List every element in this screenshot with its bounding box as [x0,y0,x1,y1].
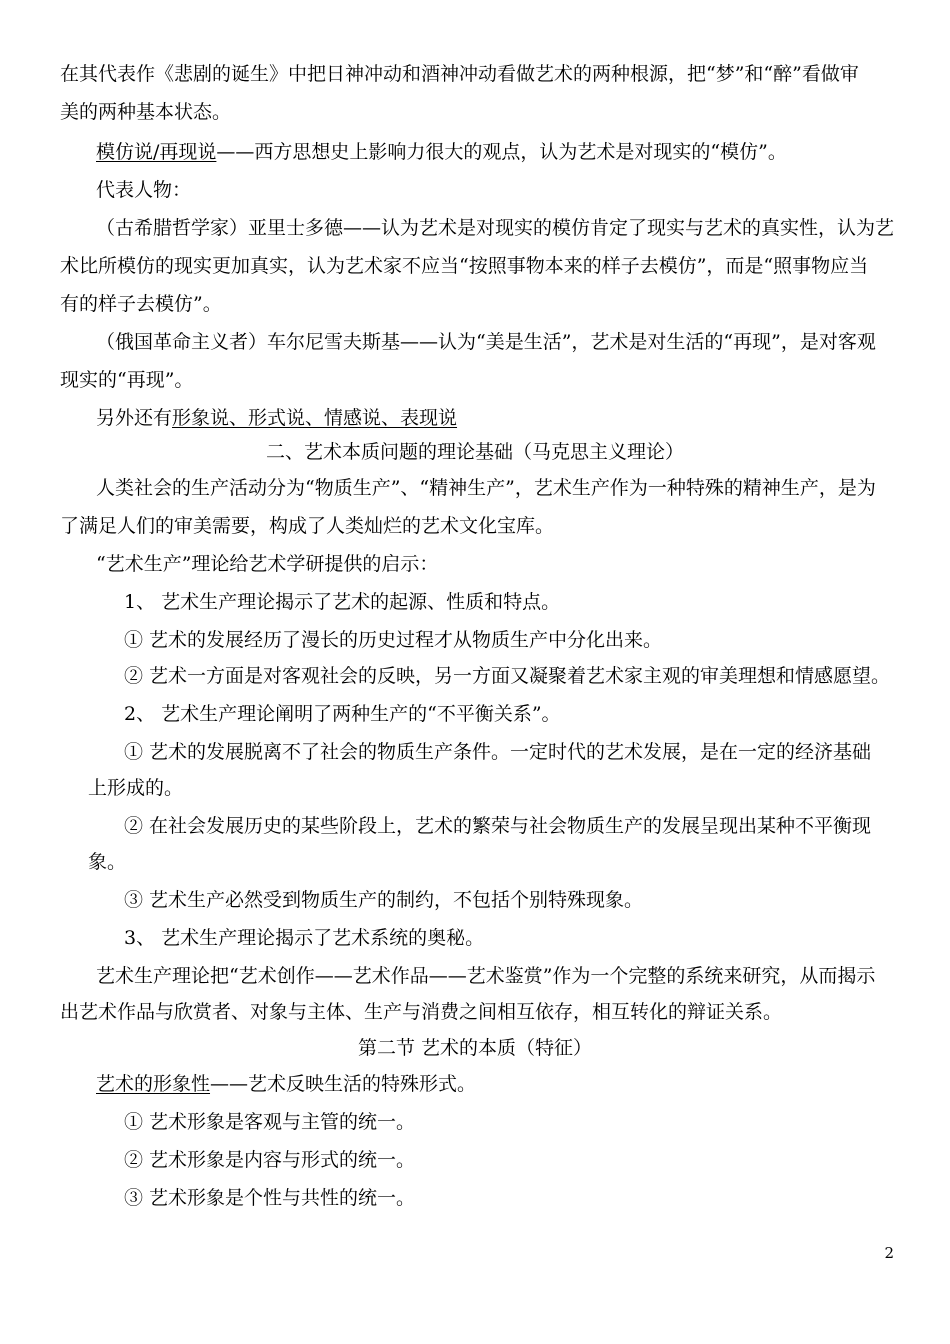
body-line [96,1072,476,1096]
list-item-continuation: 上形成的。 [88,777,184,799]
list-item: ③ 艺术形象是个性与共性的统一。 [124,1187,416,1209]
list-item: 3、 艺术生产理论揭示了艺术系统的奥秘。 [124,927,485,949]
body-line [96,406,457,430]
term-mimesis: 模仿说/再现说 [96,141,217,163]
body-line: 了满足人们的审美需要，构成了人类灿烂的艺术文化宝库。 [60,515,555,537]
list-item: ② 艺术形象是内容与形式的统一。 [124,1149,416,1171]
body-line: 在其代表作《悲剧的诞生》中把日神冲动和酒神冲动看做艺术的两种根源，把“梦”和“醉”看做审 [60,63,859,85]
list-item: 1、 艺术生产理论揭示了艺术的起源、性质和特点。 [124,591,561,613]
term-imagery: 艺术的形象性 [96,1073,211,1095]
list-item-continuation: 象。 [88,851,127,873]
page-number: 2 [884,1244,894,1262]
body-line: 美的两种基本状态。 [60,101,232,123]
list-item: ① 艺术的发展经历了漫长的历史过程才从物质生产中分化出来。 [124,629,663,651]
body-line: 人类社会的生产活动分为“物质生产”、“精神生产”，艺术生产作为一种特殊的精神生产，是为 [96,477,876,499]
body-line: （古希腊哲学家）亚里士多德——认为艺术是对现实的模仿肯定了现实与艺术的真实性，认为艺 [96,217,895,239]
section-heading: 二、艺术本质问题的理论基础（马克思主义理论） [265,441,684,463]
term-other-theories: 形象说、形式说、情感说、表现说 [172,407,458,429]
body-line: 代表人物： [96,179,192,201]
body-line: 艺术生产理论把“艺术创作——艺术作品——艺术鉴赏”作为一个完整的系统来研究，从而揭示 [96,965,876,987]
body-line: 有的样子去模仿”。 [60,293,222,315]
list-item: ① 艺术的发展脱离不了社会的物质生产条件。一定时代的艺术发展，是在一定的经济基础 [124,741,872,763]
term-definition: ——艺术反映生活的特殊形式。 [210,1073,477,1095]
term-definition: ——西方思想史上影响力很大的观点，认为艺术是对现实的“模仿”。 [216,141,787,163]
body-line: 出艺术作品与欣赏者、对象与主体、生产与消费之间相互依存，相互转化的辩证关系。 [60,1001,783,1023]
list-item: ② 在社会发展历史的某些阶段上，艺术的繁荣与社会物质生产的发展呈现出某种不平衡现 [124,815,872,837]
body-line [96,140,787,164]
list-item: ③ 艺术生产必然受到物质生产的制约，不包括个别特殊现象。 [124,889,644,911]
body-line: 现实的“再现”。 [60,369,194,391]
list-item: ② 艺术一方面是对客观社会的反映，另一方面又凝聚着艺术家主观的审美理想和情感愿望。 [124,665,891,687]
list-item: ① 艺术形象是客观与主管的统一。 [124,1111,416,1133]
text-span: 另外还有 [96,407,173,429]
list-item: 2、 艺术生产理论阐明了两种生产的“不平衡关系”。 [124,703,561,725]
section-heading: 第二节 艺术的本质（特征） [357,1037,593,1059]
body-line: “艺术生产”理论给艺术学研提供的启示： [96,553,439,575]
body-line: 术比所模仿的现实更加真实，认为艺术家不应当“按照事物本来的样子去模仿”，而是“照事物应当 [60,255,869,277]
body-line: （俄国革命主义者）车尔尼雪夫斯基——认为“美是生活”，艺术是对生活的“再现”，是对客观 [96,331,876,353]
